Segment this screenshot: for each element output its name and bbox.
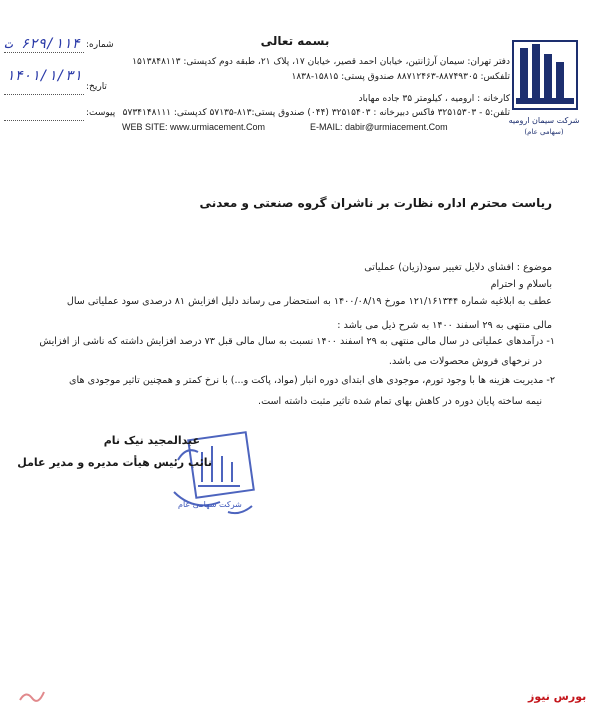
attachment-dotline (4, 120, 84, 121)
recipient-heading: ریاست محترم اداره نظارت بر ناشران گروه صنعتی و معدنی (199, 196, 552, 210)
list-item-line: ۲- مدیریت هزینه ها با وجود تورم، موجودی های ابتدای دوره انبار (مواد، پاکت و...) با نرخ کمتر و همچنین تاثیر موجودی های (69, 375, 555, 386)
number-label: شماره: (86, 40, 114, 50)
signer-title: نائب رئیس هیأت مدیره و مدیر عامل (17, 456, 212, 469)
paragraph-line: عطف به ابلاغیه شماره ۱۲۱/۱۶۱۳۴۴ مورخ ۱۴۰۰/۰۸/۱۹ به استحضار می رساند دلیل افزایش ۸۱ درصدی سود عملیاتی سال (66, 296, 552, 307)
factory-address: کارخانه : ارومیه ، کیلومتر ۳۵ جاده مهاباد (358, 94, 510, 104)
attachment-label: پیوست: (86, 108, 116, 118)
list-item-line: در نرخهای فروش محصولات می باشد. (388, 356, 542, 367)
logo-company-type: (سهامی عام) (524, 128, 564, 136)
watermark-logo-icon (18, 686, 46, 704)
list-item-line: ۱- درآمدهای عملیاتی در سال مالی منتهی به ۲۹ اسفند ۱۴۰۰ نسبت به سال مالی قبل ۷۳ درصد افزایش داشته که ناشی از افزایش (39, 336, 555, 347)
stamp-text: شرکت سهامی عام (178, 500, 242, 509)
number-dotline (4, 52, 84, 53)
paragraph-line: مالی منتهی به ۲۹ اسفند ۱۴۰۰ به شرح ذیل می باشد : (337, 320, 552, 331)
factory-phone: تلفن:۵ - ۳۲۵۱۵۳۰۳ فاکس دبیرخانه : ۳۲۵۱۵۴۰۳ (۰۴۴) صندوق پستی:۸۱۳-۵۷۱۳۵ کدپستی: ۵۷۳۴۱۴۸۱۱۱ (122, 108, 510, 118)
office-address: دفتر تهران: سیمان آرژانتین، خیابان احمد قصیر، خیابان ۱۷، پلاک ۲۱، طبقه دوم کدپستی: ۱۵۱۳۸۴۸۱۱۳ (132, 57, 510, 67)
subject-line: موضوع : افشای دلایل تغییر سود(زیان) عملیاتی (364, 262, 552, 273)
signer-name: عبدالمجید نیک نام (103, 434, 200, 447)
email-text: E-MAIL: dabir@urmiacement.Com (310, 122, 448, 132)
number-value: ۶۲۹/۱۱۴ ت (4, 36, 80, 52)
date-dotline (4, 94, 84, 95)
footer-brand: بورس نیوز (528, 690, 587, 703)
website-text: WEB SITE: www.urmiacement.Com (122, 122, 266, 132)
basmala-heading: بسمه تعالی (260, 34, 330, 48)
date-label: تاریخ: (86, 82, 107, 92)
office-phone: تلفکس: ۸۸۷۴۹۳۰۵-۸۸۷۱۲۴۶۳ صندوق پستی: ۱۵۸۱۵-۱۸۳۸ (291, 72, 510, 82)
logo-company-name: شرکت سیمان ارومیه (508, 116, 580, 125)
list-item-line: نیمه ساخته پایان دوره در کاهش بهای تمام شده تاثیر مثبت داشته است. (258, 396, 542, 407)
greeting-line: باسلام و احترام (490, 279, 552, 290)
company-logo-icon (512, 40, 578, 110)
date-value: ۱۴۰۱/۱/۳۱ (6, 68, 82, 84)
